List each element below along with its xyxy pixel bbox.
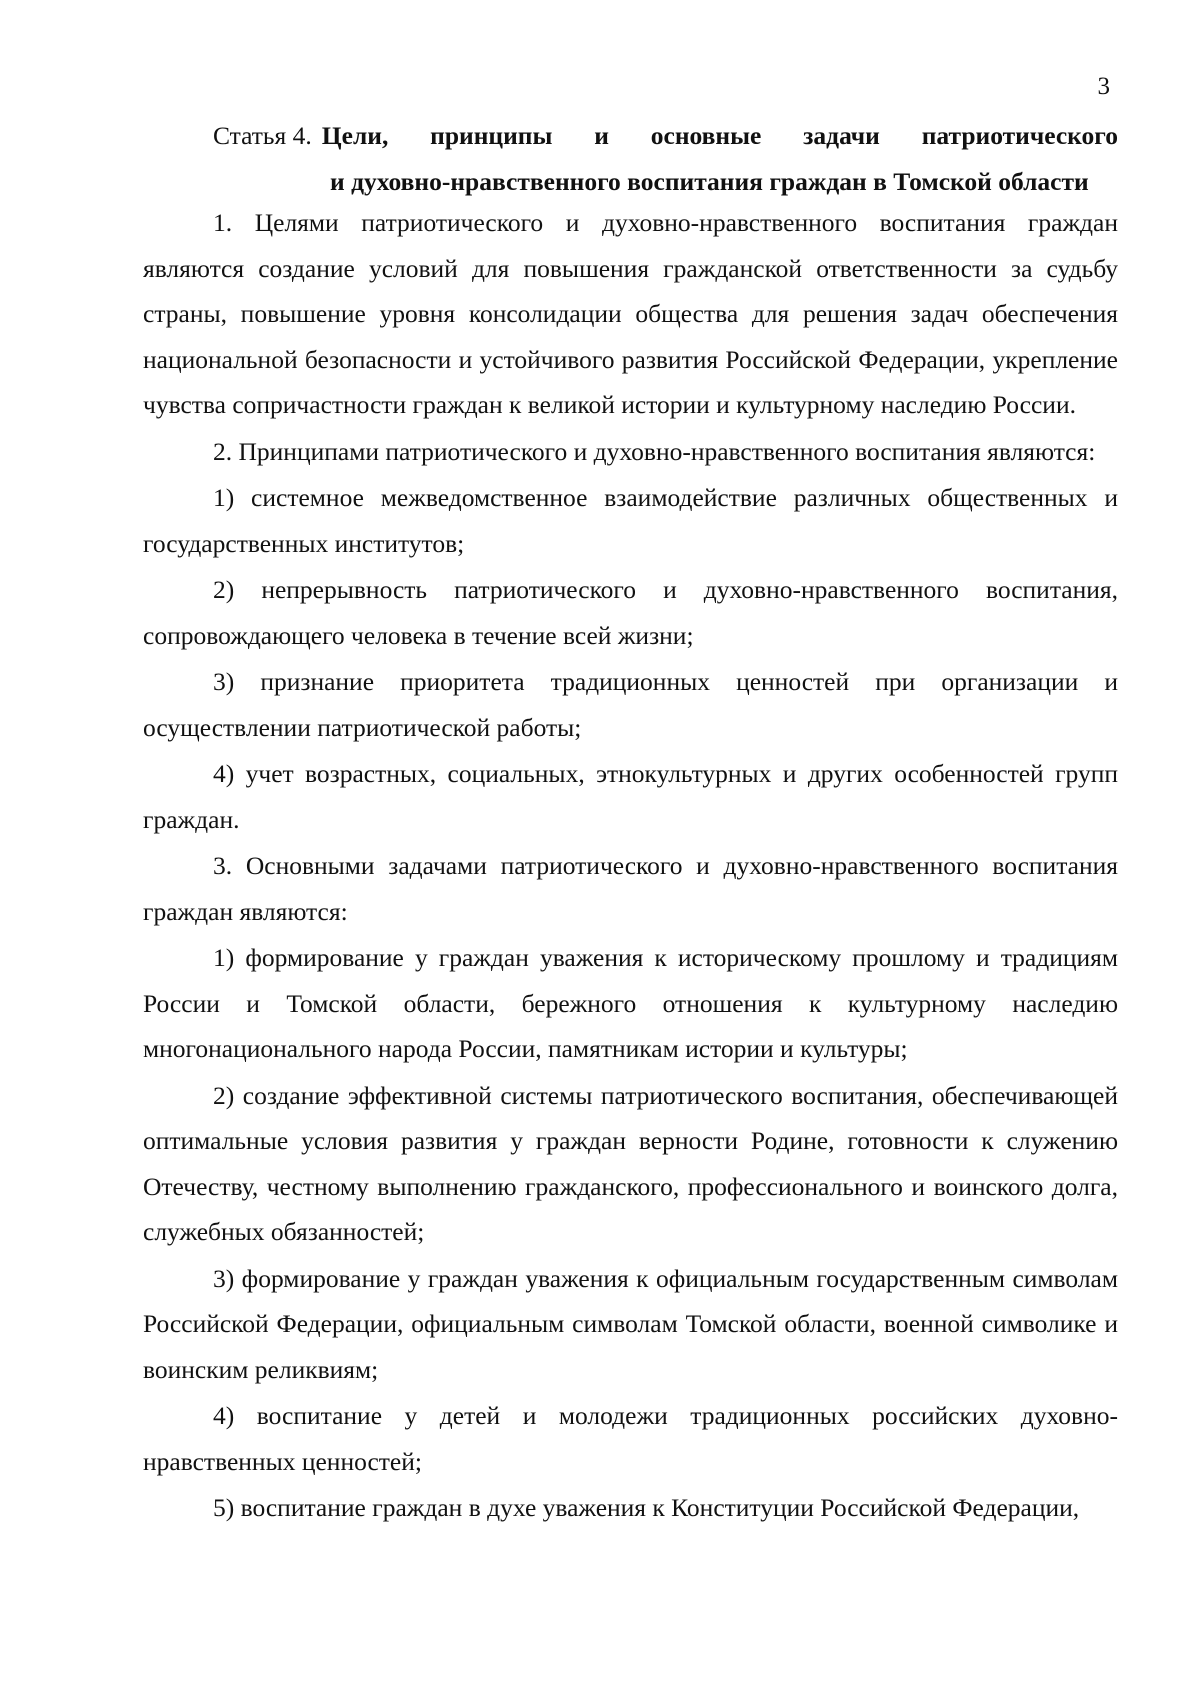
- article-title-line-2: и духовно-нравственного воспитания граждан в Томской области: [330, 167, 1089, 196]
- article-title-line-1: [322, 113, 1118, 159]
- article-title-word: и: [594, 121, 609, 150]
- list-item-principle-4: 4) учет возрастных, социальных, этнокультурных и других особенностей групп граждан.: [143, 759, 1118, 834]
- list-item-task-4: 4) воспитание у детей и молодежи традиционных российских духовно-нравственных ценностей;: [143, 1401, 1118, 1476]
- article-heading-line-1: [213, 113, 1118, 159]
- article-title-word: основные: [650, 121, 762, 150]
- article-title-word: принципы: [430, 121, 553, 150]
- article-title-word: патриотического: [921, 121, 1118, 150]
- paragraph-tasks-intro: 3. Основными задачами патриотического и духовно-нравственного воспитания граждан являются:: [143, 851, 1118, 926]
- list-item-principle-1: 1) системное межведомственное взаимодействие различных общественных и государственных институтов;: [143, 483, 1118, 558]
- list-item-task-3: 3) формирование у граждан уважения к официальным государственным символам Российской Федерации, официальным символам Томской области, военной символике и воинским реликвиям;: [143, 1263, 1118, 1384]
- list-item-principle-2: 2) непрерывность патриотического и духовно-нравственного воспитания, сопровождающего человека в течение всей жизни;: [143, 575, 1118, 650]
- article-label: Статья 4.: [213, 121, 312, 150]
- list-item-task-5: 5) воспитание граждан в духе уважения к Конституции Российской Федерации,: [213, 1493, 1080, 1522]
- article-title-word: Цели,: [321, 121, 389, 150]
- paragraph-principles-intro: 2. Принципами патриотического и духовно-нравственного воспитания являются:: [213, 436, 1096, 466]
- list-item-task-1: 1) формирование у граждан уважения к историческому прошлому и традициям России и Томской области, бережного отношения к культурному наследию многонационального народа России, памятникам истории и культуры;: [143, 943, 1118, 1063]
- list-item-task-2: 2) создание эффективной системы патриотического воспитания, обеспечивающей оптимальные условия развития у граждан верности Родине, готовности к служению Отечеству, честному выполнению гражданского, профессионального и воинского долга, служебных обязанностей;: [143, 1080, 1118, 1246]
- article-title-word: задачи: [803, 121, 880, 150]
- article-body: [143, 200, 1118, 1532]
- page-number: 3: [1097, 73, 1110, 100]
- article-heading: [213, 113, 1118, 205]
- list-item-principle-3: 3) признание приоритета традиционных ценностей при организации и осуществлении патриотической работы;: [143, 667, 1118, 742]
- paragraph-goals: 1. Целями патриотического и духовно-нравственного воспитания граждан являются создание условий для повышения гражданской ответственности за судьбу страны, повышение уровня консолидации общества для решения задач обеспечения национальной безопасности и устойчивого развития Российской Федерации, укрепление чувства сопричастности граждан к великой истории и культурному наследию России.: [143, 208, 1118, 419]
